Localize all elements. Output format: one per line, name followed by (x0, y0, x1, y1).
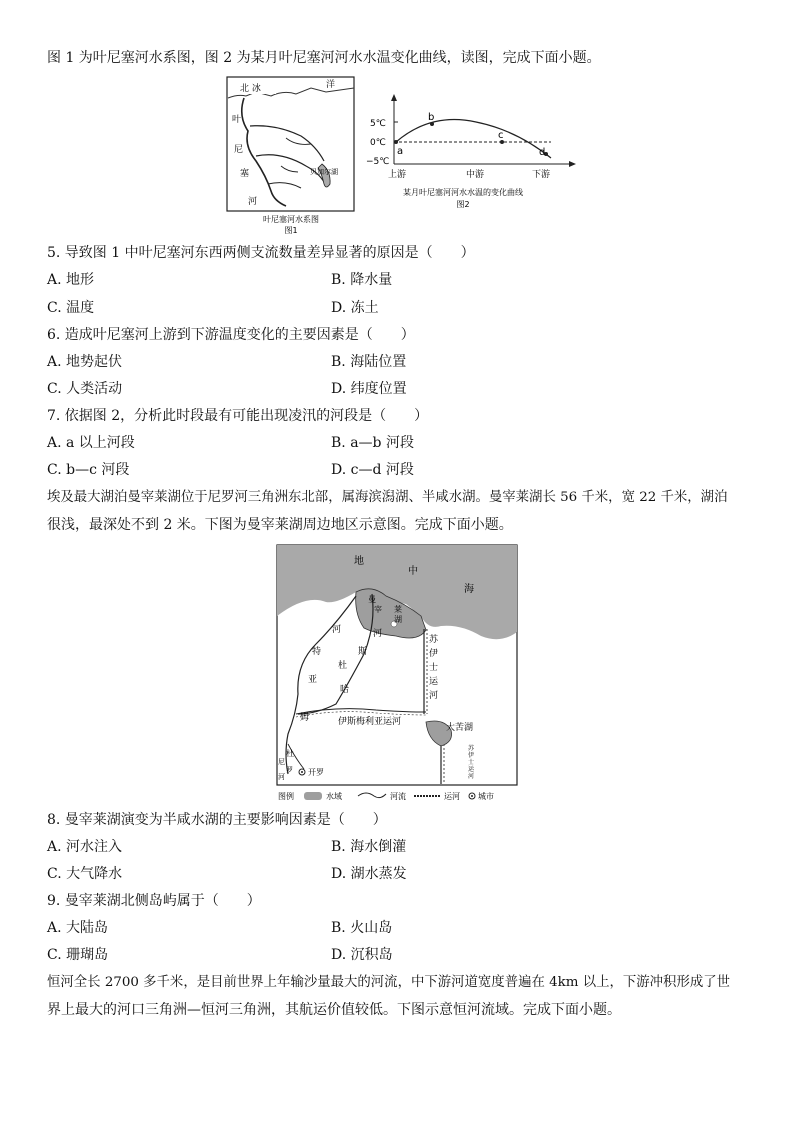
intro-text-3-line-1: 恒河全长 2700 多千米，是目前世界上年输沙量最大的河流，中下游河道宽度普遍在 4km 以上，下游冲积形成了世 (47, 975, 731, 990)
map-nile-char-1: 杜 (286, 749, 294, 758)
map-suez2-char-2: 伊 (468, 752, 475, 759)
q7-option-d[interactable]: D. c—d 河段 (331, 462, 414, 478)
figure-2-temperature-curve (366, 92, 576, 216)
legend-river-swatch (358, 793, 386, 798)
map-nile-char-4: 河 (278, 773, 285, 781)
q8-option-b[interactable]: B. 海水倒灌 (331, 839, 407, 855)
fig2-point-d: d (539, 147, 546, 158)
q9-option-d[interactable]: D. 沉积岛 (331, 947, 393, 963)
q8-stem: 8. 曼宰莱湖演变为半咸水湖的主要影响因素是（ ） (47, 812, 387, 828)
q5-stem: 5. 导致图 1 中叶尼塞河东西两侧支流数量差异显著的原因是（ ） (47, 245, 475, 261)
q5-option-d[interactable]: D. 冻土 (331, 300, 379, 316)
q5-option-c[interactable]: C. 温度 (47, 300, 95, 316)
map-suez-char-5: 河 (429, 691, 439, 701)
fig1-ocean-label-right: 洋 (326, 80, 336, 90)
q5-option-a[interactable]: A. 地形 (47, 272, 95, 288)
map-suez2-char-3: 士 (468, 759, 475, 766)
map-river1-char-1: 河 (332, 625, 342, 635)
q6-option-a[interactable]: A. 地势起伏 (47, 354, 123, 370)
fig1-river-char-4: 河 (248, 197, 258, 207)
q8-option-d[interactable]: D. 湖水蒸发 (331, 866, 407, 882)
map-nile-char-2: 尼 (278, 758, 285, 766)
q7-option-a[interactable]: A. a 以上河段 (47, 435, 135, 451)
q6-option-b[interactable]: B. 海陆位置 (331, 354, 407, 370)
legend-water-swatch (304, 792, 322, 800)
fig1-caption: 叶尼塞河水系图 (263, 215, 319, 224)
fig1-river-char-2: 尼 (234, 145, 244, 155)
map-sea-char-3: 海 (464, 584, 474, 595)
legend-title: 图例 (278, 792, 294, 801)
fig2-caption: 某月叶尼塞河河水水温的变化曲线 (403, 188, 523, 197)
q5-option-b[interactable]: B. 降水量 (331, 272, 393, 288)
fig2-y-label-5: 5℃ (370, 119, 386, 129)
q7-stem: 7. 依据图 2，分析此时段最有可能出现凌汛的河段是（ ） (47, 408, 429, 424)
map-river2-char-3: 杜 (338, 661, 348, 671)
map-river1-char-3: 亚 (308, 675, 318, 685)
map-river1-char-2: 特 (312, 647, 322, 657)
q7-option-c[interactable]: C. b—c 河段 (47, 462, 130, 478)
map-lake-char-4: 湖 (394, 615, 402, 624)
legend-canal-label: 运河 (444, 792, 460, 801)
map-ismailia-label: 伊斯梅利亚运河 (338, 717, 402, 727)
figure-1-yenisei-map (226, 76, 356, 236)
legend-city-label: 城市 (478, 792, 494, 801)
map-suez-char-4: 运 (429, 677, 439, 687)
legend-river-label: 河流 (390, 792, 406, 801)
fig2-y-label-minus5: −5℃ (366, 157, 390, 167)
map-river2-char-4: 哈 (340, 685, 350, 695)
map-lake-char-1: 曼 (368, 595, 376, 604)
fig1-river-char-1: 叶 (232, 115, 242, 125)
fig2-point-c: c (498, 130, 504, 141)
q6-option-c[interactable]: C. 人类活动 (47, 381, 123, 397)
fig2-y-label-0: 0℃ (370, 138, 386, 148)
intro-text-1: 图 1 为叶尼塞河水系图，图 2 为某月叶尼塞河河水水温变化曲线，读图，完成下面小题。 (47, 50, 601, 66)
map-sea-char-2: 中 (408, 566, 418, 577)
fig1-lake-label: 贝加尔湖 (310, 168, 338, 176)
map-sea-char-1: 地 (354, 556, 364, 567)
map-suez-char-1: 苏 (429, 635, 439, 645)
map-suez2-char-4: 运 (468, 766, 475, 773)
map-lake-char-2: 宰 (374, 605, 382, 614)
map-river2-char-2: 斯 (358, 647, 368, 657)
fig2-x-label-lower: 下游 (532, 170, 551, 180)
fig2-point-a: a (397, 146, 404, 157)
intro-text-2-line-2: 很浅，最深处不到 2 米。下图为曼宰莱湖周边地区示意图。完成下面小题。 (47, 517, 513, 533)
intro-text-3-line-2: 界上最大的河口三角洲—恒河三角洲，其航运价值较低。下图示意恒河流域。完成下面小题。 (47, 1002, 621, 1018)
q9-stem: 9. 曼宰莱湖北侧岛屿属于（ ） (47, 893, 261, 909)
fig1-number: 图1 (284, 226, 298, 235)
fig1-river-char-3: 塞 (240, 169, 250, 179)
q9-option-a[interactable]: A. 大陆岛 (47, 920, 109, 936)
map-lake-char-3: 莱 (394, 605, 402, 614)
fig2-x-label-upper: 上游 (388, 170, 407, 180)
q6-stem: 6. 造成叶尼塞河上游到下游温度变化的主要因素是（ ） (47, 327, 415, 343)
map-suez-char-3: 士 (429, 663, 439, 673)
legend-water-label: 水域 (326, 792, 342, 801)
map-suez-char-2: 伊 (429, 649, 439, 659)
manzala-lake-map (276, 544, 518, 804)
intro-text-2-line-1: 埃及最大湖泊曼宰莱湖位于尼罗河三角洲东北部，属海滨潟湖、半咸水湖。曼宰莱湖长 56 千米，宽 22 千米，湖泊 (47, 490, 728, 505)
map-river2-char-1: 河 (373, 629, 383, 639)
map-suez2-char-1: 苏 (468, 745, 475, 752)
map-suez2-char-5: 河 (468, 773, 475, 780)
q7-option-b[interactable]: B. a—b 河段 (331, 435, 414, 451)
q9-option-b[interactable]: B. 火山岛 (331, 920, 393, 936)
fig2-number: 图2 (456, 200, 470, 209)
q9-option-c[interactable]: C. 珊瑚岛 (47, 947, 109, 963)
map-bitter-lake-label: 大苦湖 (446, 723, 474, 733)
map-nile-char-3: 罗 (286, 766, 293, 774)
fig2-x-label-middle: 中游 (466, 170, 485, 180)
fig1-ocean-label-left: 北 冰 (240, 84, 261, 94)
q6-option-d[interactable]: D. 纬度位置 (331, 381, 407, 397)
map-river1-char-4: 姆 (300, 713, 310, 723)
q8-option-c[interactable]: C. 大气降水 (47, 866, 123, 882)
fig2-point-b: b (428, 112, 435, 123)
q8-option-a[interactable]: A. 河水注入 (47, 839, 123, 855)
map-cairo-label: 开罗 (308, 768, 324, 777)
